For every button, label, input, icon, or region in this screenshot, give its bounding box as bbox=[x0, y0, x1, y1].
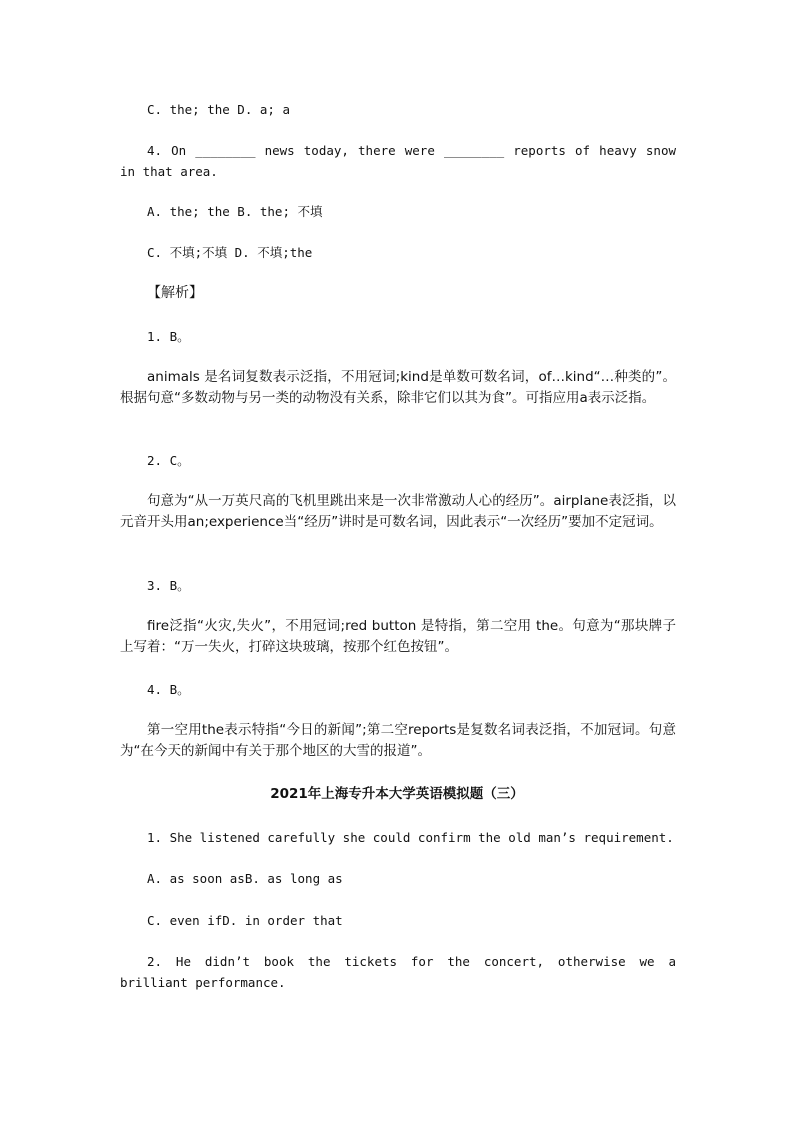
question-4-options-ab: A. the; the B. the; 不填 bbox=[147, 204, 323, 219]
section-question-1: 1. She listened carefully she could confirm the old man’s requirement. bbox=[147, 830, 674, 845]
prev-question-options-cd: C. the; the D. a; a bbox=[147, 102, 290, 117]
answer-2-explanation: 句意为“从一万英尺高的飞机里跳出来是一次非常激动人心的经历”。airplane表泛指，以元音开头用an;experience当“经历”讲时是可数名词，因此表示“一次经历”要加不定冠词。 bbox=[120, 493, 676, 530]
answer-3-explanation: fire泛指“火灾,失火”，不用冠词;red button 是特指，第二空用 the。句意为“那块牌子上写着：“万一失火，打碎这块玻璃，按那个红色按钮”。 bbox=[120, 618, 676, 655]
answer-2-label: 2. C。 bbox=[147, 453, 190, 468]
answer-4-explanation: 第一空用the表示特指“今日的新闻”;第二空reports是复数名词表泛指，不加冠词。句意为“在今天的新闻中有关于那个地区的大雪的报道”。 bbox=[120, 722, 676, 759]
section-question-1-options-cd: C. even ifD. in order that bbox=[147, 913, 343, 928]
analysis-heading: 【解析】 bbox=[147, 285, 203, 301]
answer-1-label: 1. B。 bbox=[147, 329, 190, 344]
answer-3-label: 3. B。 bbox=[147, 578, 190, 593]
answer-1-explanation: animals 是名词复数表示泛指，不用冠词;kind是单数可数名词，of…kind“…种类的”。根据句意“多数动物与另一类的动物没有关系，除非它们以其为食”。可指应用a表示泛指。 bbox=[120, 369, 676, 406]
section-question-2: 2. He didn’t book the tickets for the concert, otherwise we a brilliant performance. bbox=[120, 954, 676, 990]
answer-4-label: 4. B。 bbox=[147, 682, 190, 697]
section-question-1-options-ab: A. as soon asB. as long as bbox=[147, 871, 343, 886]
question-4-text: 4. On ________ news today, there were ________ reports of heavy snow in that area. bbox=[120, 143, 676, 179]
question-4-options-cd: C. 不填;不填 D. 不填;the bbox=[147, 245, 313, 260]
section-title: 2021年上海专升本大学英语模拟题（三） bbox=[270, 786, 524, 802]
